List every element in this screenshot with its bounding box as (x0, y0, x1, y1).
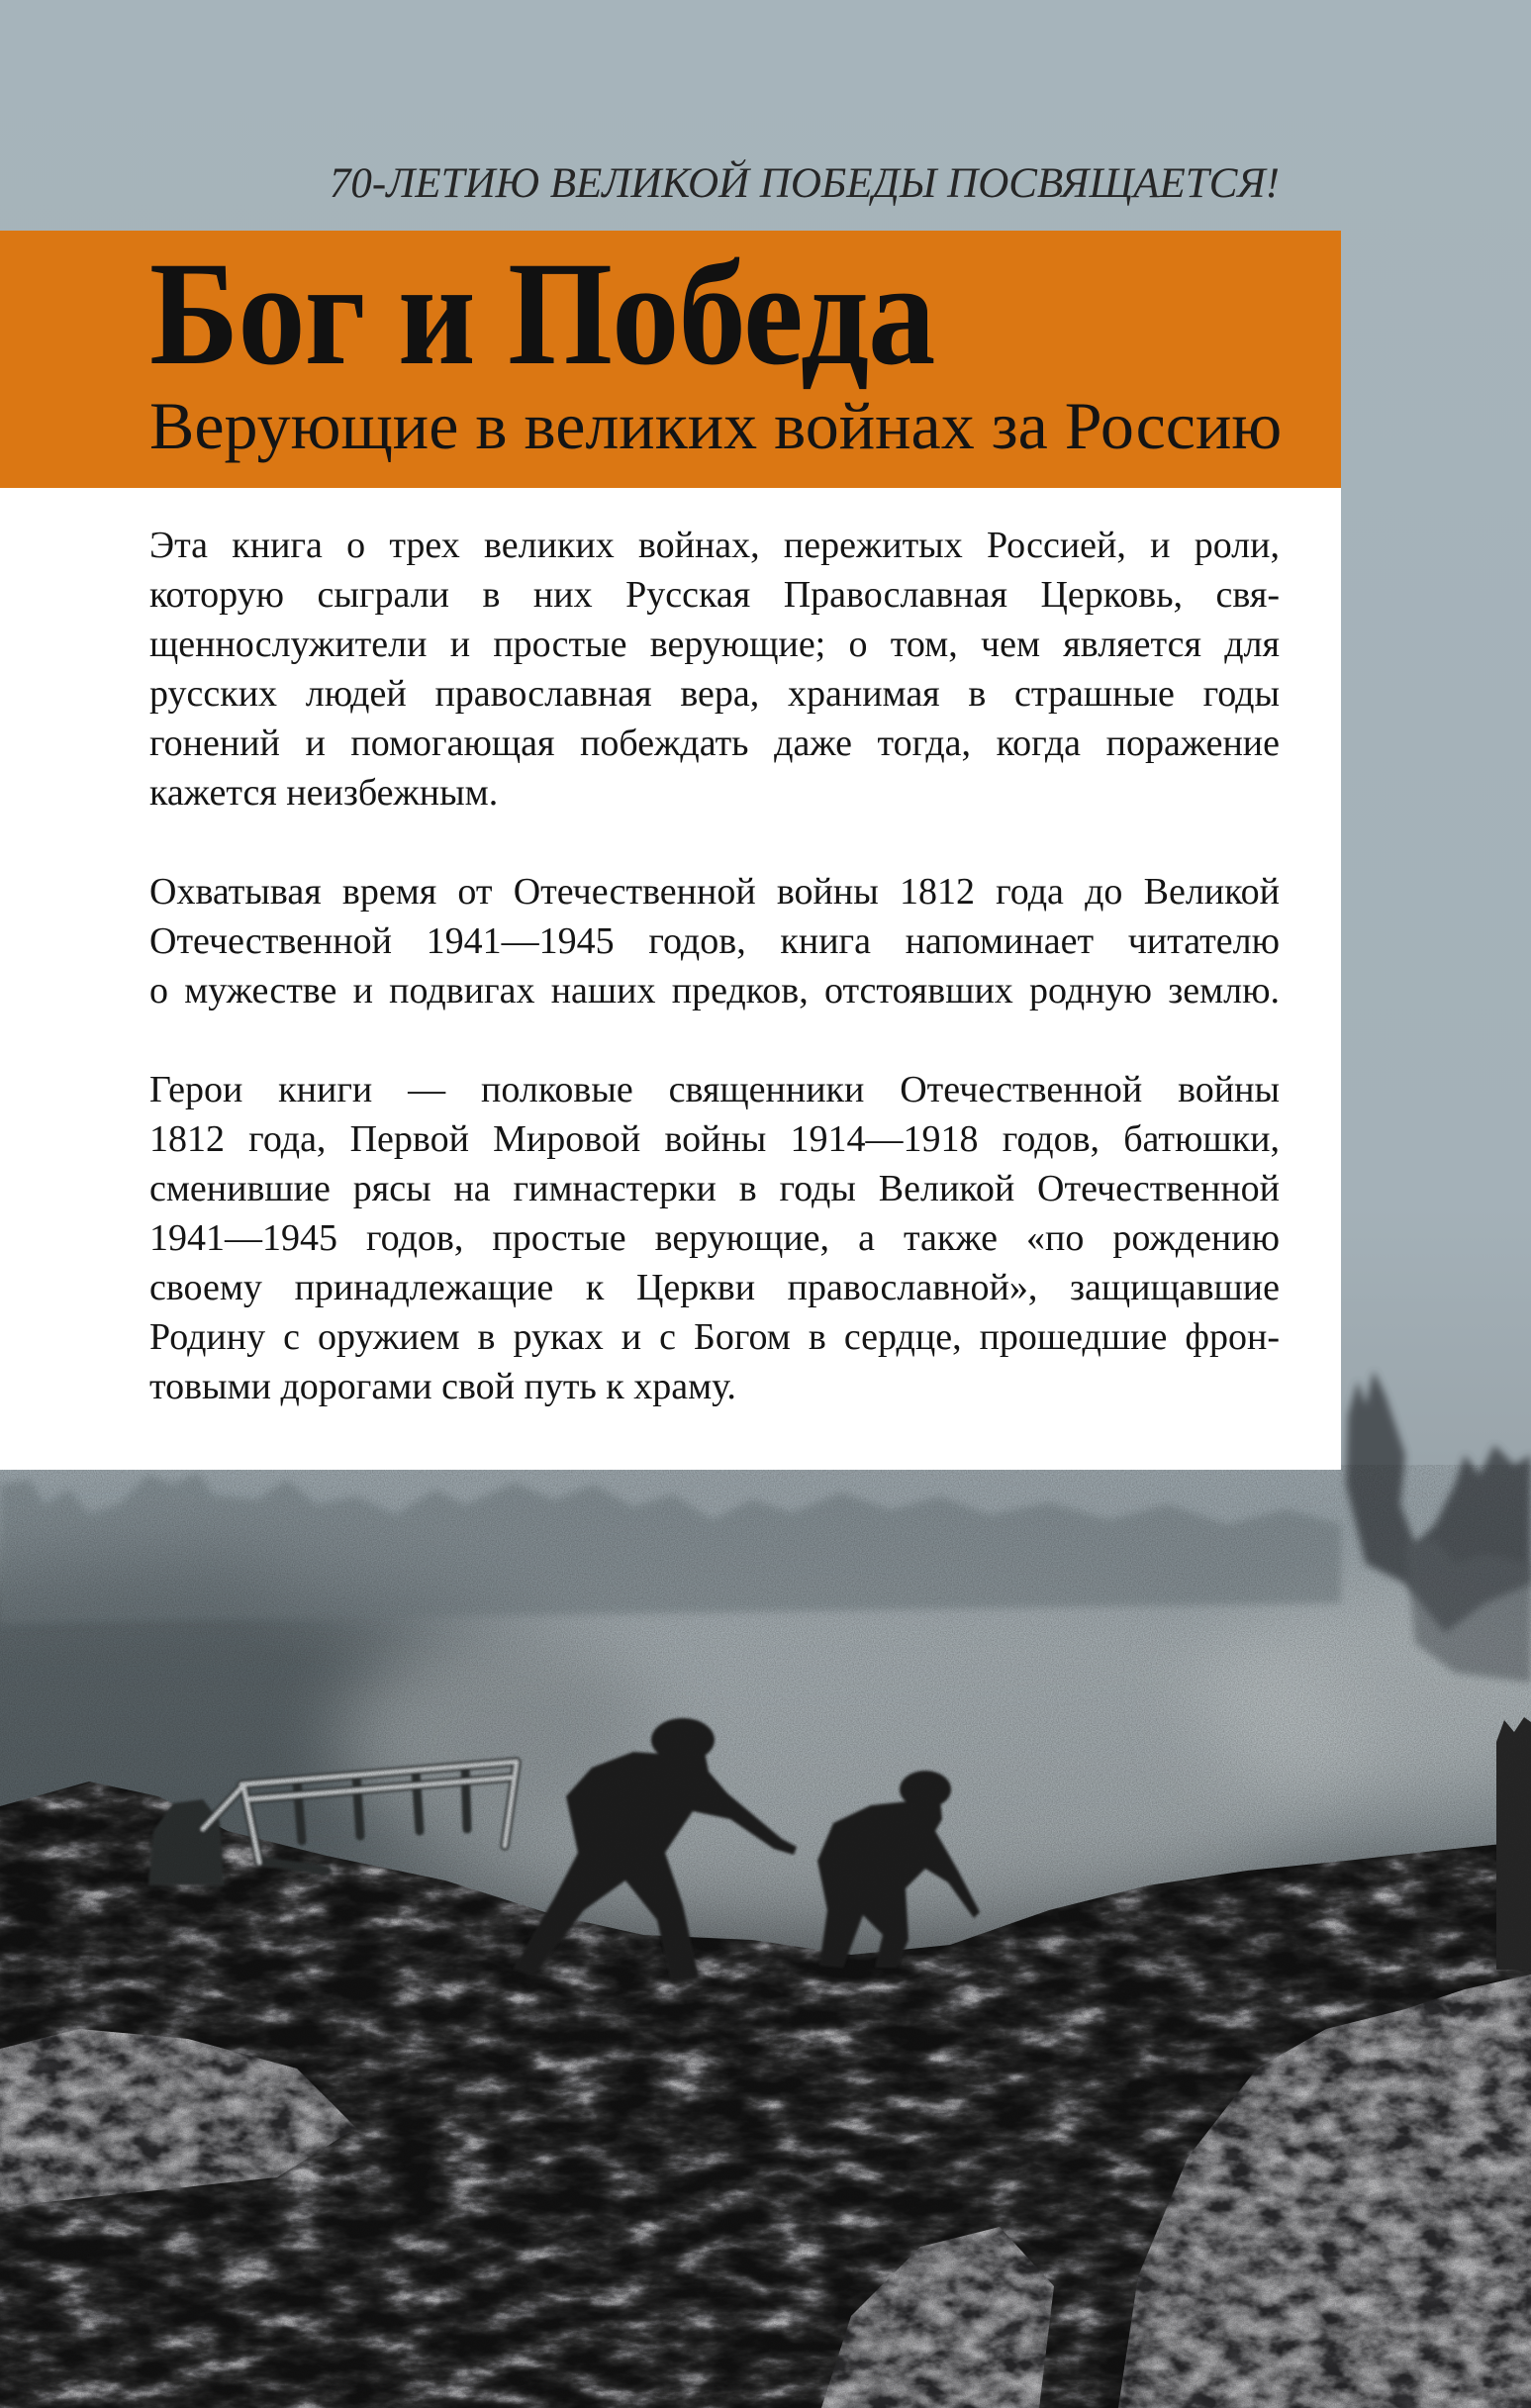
description-line: о мужестве и подвигах наших предков, отстоявших родную землю. (149, 970, 1280, 1011)
dedication-tagline: 70-ЛЕТИЮ ВЕЛИКОЙ ПОБЕДЫ ПОСВЯЩАЕТСЯ! (329, 160, 1280, 207)
description-line: Родину с оружием в руках и с Богом в сердце, прошедшие фрон- (149, 1316, 1280, 1358)
description-line: сменившие рясы на гимнастерки в годы Великой Отечественной (149, 1168, 1280, 1209)
description-paragraph-2 (149, 867, 1280, 1015)
description-line: Охватывая время от Отечественной войны 1812 года до Великой (149, 871, 1280, 913)
description-line: 1941—1945 годов, простые верующие, а также «по рождению (149, 1217, 1280, 1259)
title-band (0, 231, 1341, 488)
book-title: Бог и Победа (149, 232, 935, 396)
description-line: 1812 года, Первой Мировой войны 1914—1918 годов, батюшки, (149, 1118, 1280, 1160)
description-paragraph-3 (149, 1065, 1280, 1411)
description-paragraph-1 (149, 521, 1280, 818)
description-panel (0, 488, 1341, 1470)
film-grain (0, 1465, 1531, 2408)
description-line: своему принадлежащие к Церкви православной», защищавшие (149, 1267, 1280, 1308)
description-line: Отечественной 1941—1945 годов, книга напоминает читателю (149, 920, 1280, 962)
description-line: товыми дорогами свой путь к храму. (149, 1366, 736, 1407)
description-line: кажется неизбежным. (149, 772, 499, 814)
description-line: русских людей православная вера, хранимая в страшные годы (149, 673, 1280, 715)
description-line: щеннослужители и простые верующие; о том, чем является для (149, 624, 1280, 665)
book-subtitle: Верующие в великих войнах за Россию (149, 388, 1283, 463)
description-line: которую сыграли в них Русская Православная Церковь, свя- (149, 574, 1280, 616)
description-line: Герои книги — полковые священники Отечественной войны (149, 1069, 1280, 1110)
description-line: гонений и помогающая побеждать даже тогда, когда поражение (149, 722, 1280, 764)
description-line: Эта книга о трех великих войнах, пережитых Россией, и роли, (149, 525, 1280, 566)
